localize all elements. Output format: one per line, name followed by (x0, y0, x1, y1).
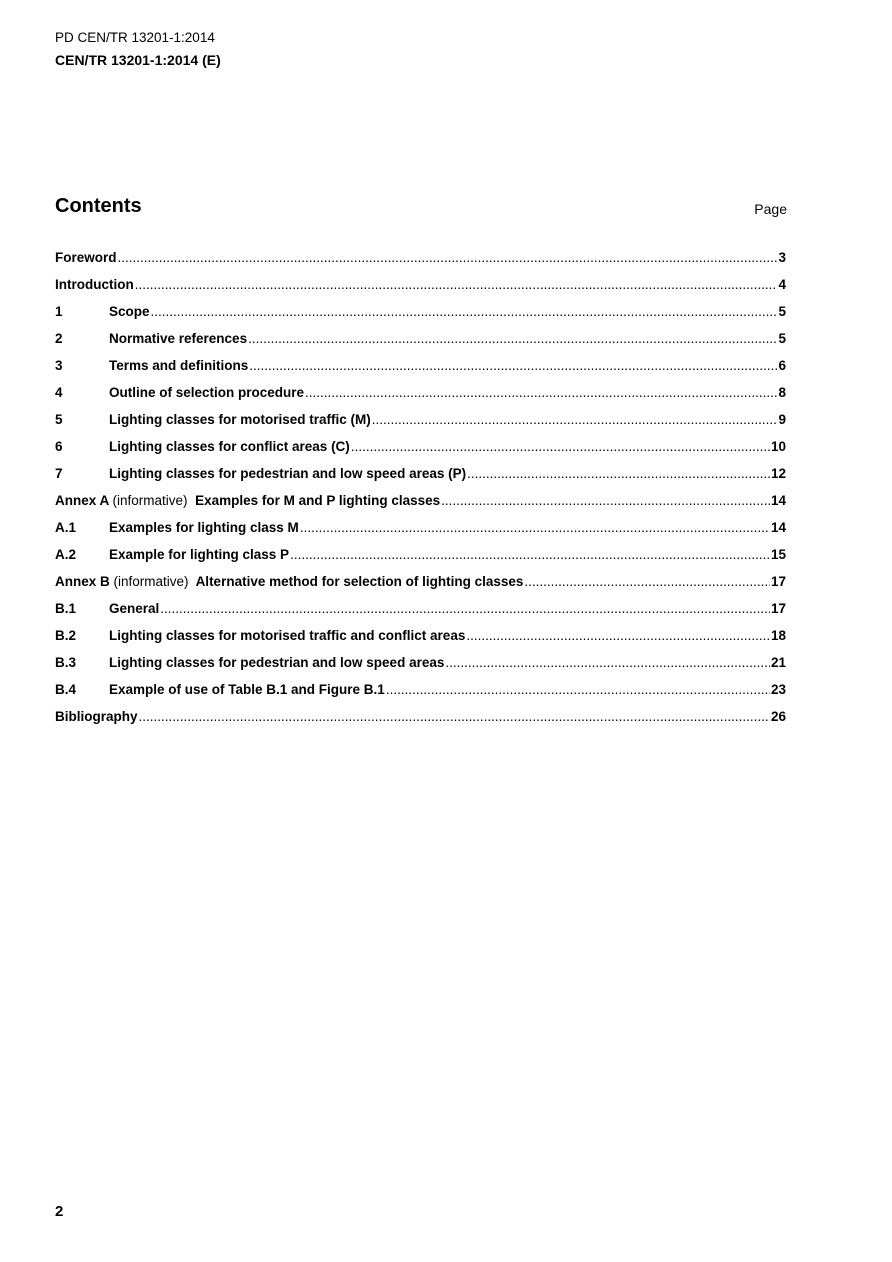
document-id: PD CEN/TR 13201-1:2014 (55, 30, 215, 45)
page-title: Contents (55, 195, 142, 217)
toc-entry-classes-pedestrian[interactable] (55, 466, 786, 493)
toc-entry-page: 5 (778, 304, 786, 319)
toc-leader-dots (467, 466, 770, 481)
toc-entry-title: General (109, 601, 160, 616)
toc-leader-dots (305, 385, 777, 400)
document-id-edition: CEN/TR 13201-1:2014 (E) (55, 52, 221, 68)
page-number: 2 (55, 1203, 64, 1220)
toc-entry-number: A.1 (55, 520, 77, 535)
toc-entry-title: Lighting classes for pedestrian and low speed areas (P) (109, 466, 467, 481)
toc-entry-number: 4 (55, 385, 63, 400)
toc-leader-dots (524, 574, 770, 589)
toc-entry-page: 18 (770, 628, 786, 643)
toc-entry-number: B.2 (55, 628, 77, 643)
toc-entry-title: Lighting classes for motorised traffic (M) (109, 412, 371, 427)
toc-entry-title: Introduction (55, 277, 134, 292)
toc-entry-number: 6 (55, 439, 63, 454)
toc-entry-page: 3 (778, 250, 786, 265)
toc-entry-page: 9 (778, 412, 786, 427)
toc-entry-title: Foreword (55, 250, 117, 265)
toc-entry-number: 1 (55, 304, 63, 319)
toc-entry-introduction[interactable] (55, 277, 786, 304)
toc-entry-classes-conflict[interactable] (55, 439, 786, 466)
toc-entry-page: 23 (770, 682, 786, 697)
toc-entry-number: B.3 (55, 655, 77, 670)
annex-title: Examples for M and P lighting classes (195, 493, 441, 508)
toc-entry-title: Bibliography (55, 709, 138, 724)
toc-entry-page: 10 (770, 439, 786, 454)
toc-entry-scope[interactable] (55, 304, 786, 331)
annex-label: Annex B (55, 574, 110, 589)
toc-leader-dots (466, 628, 770, 643)
toc-entry-title: Outline of selection procedure (109, 385, 305, 400)
toc-entry-title: Lighting classes for motorised traffic and conflict areas (109, 628, 466, 643)
toc-entry-number: A.2 (55, 547, 77, 562)
toc-entry-a2[interactable] (55, 547, 786, 574)
toc-entry-page: 14 (770, 493, 786, 508)
toc-entry-page: 17 (770, 574, 786, 589)
toc-entry-title: Examples for lighting class M (109, 520, 299, 535)
annex-informative-label: (informative) (112, 493, 188, 508)
toc-entry-page: 15 (770, 547, 786, 562)
annex-informative-label: (informative) (113, 574, 189, 589)
toc-leader-dots (249, 358, 777, 373)
page-column-label: Page (754, 201, 787, 217)
toc-entry-number: 3 (55, 358, 63, 373)
toc-entry-annex-a[interactable] (55, 493, 786, 520)
toc-entry-b1[interactable] (55, 601, 786, 628)
toc-leader-dots (290, 547, 770, 562)
toc-leader-dots (300, 520, 770, 535)
toc-entry-normative-references[interactable] (55, 331, 786, 358)
toc-entry-page: 4 (778, 277, 786, 292)
toc-entry-a1[interactable] (55, 520, 786, 547)
table-of-contents (55, 250, 786, 736)
toc-entry-title: Normative references (109, 331, 248, 346)
annex-title: Alternative method for selection of lighting classes (195, 574, 524, 589)
toc-entry-page: 14 (770, 520, 786, 535)
toc-entry-number: 7 (55, 466, 63, 481)
toc-entry-title: Example for lighting class P (109, 547, 290, 562)
toc-entry-title (55, 493, 440, 508)
toc-entry-title: Lighting classes for conflict areas (C) (109, 439, 350, 454)
toc-leader-dots (351, 439, 770, 454)
annex-label: Annex A (55, 493, 109, 508)
toc-entry-outline-selection[interactable] (55, 385, 786, 412)
toc-entry-page: 26 (770, 709, 786, 724)
toc-entry-classes-motorised[interactable] (55, 412, 786, 439)
toc-entry-title: Scope (109, 304, 150, 319)
toc-entry-annex-b[interactable] (55, 574, 786, 601)
toc-leader-dots (248, 331, 777, 346)
toc-entry-number: B.4 (55, 682, 77, 697)
toc-entry-terms-definitions[interactable] (55, 358, 786, 385)
toc-leader-dots (441, 493, 770, 508)
toc-entry-page: 8 (778, 385, 786, 400)
toc-entry-b2[interactable] (55, 628, 786, 655)
toc-entry-title: Lighting classes for pedestrian and low speed areas (109, 655, 445, 670)
toc-entry-title: Example of use of Table B.1 and Figure B.1 (109, 682, 385, 697)
toc-leader-dots (139, 709, 770, 724)
toc-entry-page: 17 (770, 601, 786, 616)
toc-entry-number: 5 (55, 412, 63, 427)
toc-leader-dots (160, 601, 770, 616)
toc-entry-page: 6 (778, 358, 786, 373)
toc-entry-title (55, 574, 523, 589)
toc-leader-dots (386, 682, 770, 697)
toc-entry-title: Terms and definitions (109, 358, 249, 373)
toc-leader-dots (118, 250, 778, 265)
toc-entry-page: 5 (778, 331, 786, 346)
toc-entry-number: 2 (55, 331, 63, 346)
toc-leader-dots (445, 655, 770, 670)
toc-leader-dots (135, 277, 778, 292)
toc-leader-dots (151, 304, 778, 319)
toc-entry-b3[interactable] (55, 655, 786, 682)
toc-entry-number: B.1 (55, 601, 77, 616)
toc-entry-foreword[interactable] (55, 250, 786, 277)
toc-entry-bibliography[interactable] (55, 709, 786, 736)
toc-entry-page: 12 (770, 466, 786, 481)
toc-entry-b4[interactable] (55, 682, 786, 709)
toc-leader-dots (372, 412, 778, 427)
toc-entry-page: 21 (770, 655, 786, 670)
